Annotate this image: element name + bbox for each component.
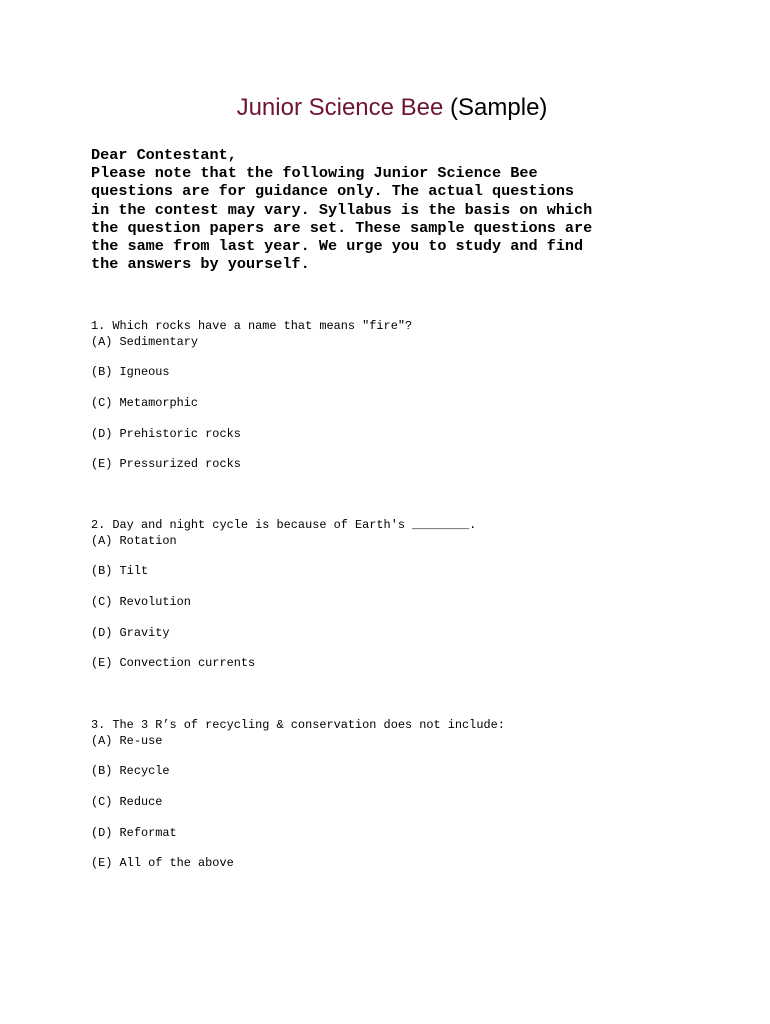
question-stem: 1. Which rocks have a name that means "fire"? <box>91 319 413 333</box>
answer-option: (C) Revolution <box>91 594 191 609</box>
answer-option: (D) Gravity <box>91 625 170 640</box>
answer-option: (C) Metamorphic <box>91 395 199 410</box>
answer-option: (E) Convection currents <box>91 656 256 671</box>
title-main: Junior Science Bee <box>236 94 444 121</box>
intro-line: Dear Contestant, <box>91 146 237 164</box>
answer-option: (D) Prehistoric rocks <box>91 426 241 441</box>
intro-line: the answers by yourself. <box>91 255 310 274</box>
question-1 <box>91 319 711 473</box>
answer-option: (D) Reformat <box>91 825 177 840</box>
answer-option: (A) Rotation <box>91 533 177 548</box>
answer-option: (A) Sedimentary <box>91 334 199 349</box>
intro-line: the question papers are set. These sample questions are <box>91 218 593 237</box>
page-title <box>0 92 770 124</box>
answer-option: (B) Tilt <box>91 564 149 579</box>
intro-line: questions are for guidance only. The actual questions <box>91 182 575 201</box>
question-stem: 3. The 3 R’s of recycling & conservation does not include: <box>91 718 505 732</box>
answer-option: (B) Recycle <box>91 764 170 779</box>
intro-paragraph <box>91 146 711 273</box>
question-stem: 2. Day and night cycle is because of Earth's ________. <box>91 518 477 532</box>
answer-option: (E) All of the above <box>91 856 234 871</box>
answer-option: (C) Reduce <box>91 794 163 809</box>
answer-option: (B) Igneous <box>91 365 170 380</box>
intro-line: the same from last year. We urge you to study and find <box>91 237 584 256</box>
question-3 <box>91 718 711 872</box>
intro-line: Please note that the following Junior Science Bee <box>91 164 538 183</box>
answer-option: (E) Pressurized rocks <box>91 457 241 472</box>
title-suffix: (Sample) <box>450 94 548 121</box>
intro-line: in the contest may vary. Syllabus is the basis on which <box>91 200 593 219</box>
answer-option: (A) Re-use <box>91 733 163 748</box>
question-2 <box>91 518 711 672</box>
